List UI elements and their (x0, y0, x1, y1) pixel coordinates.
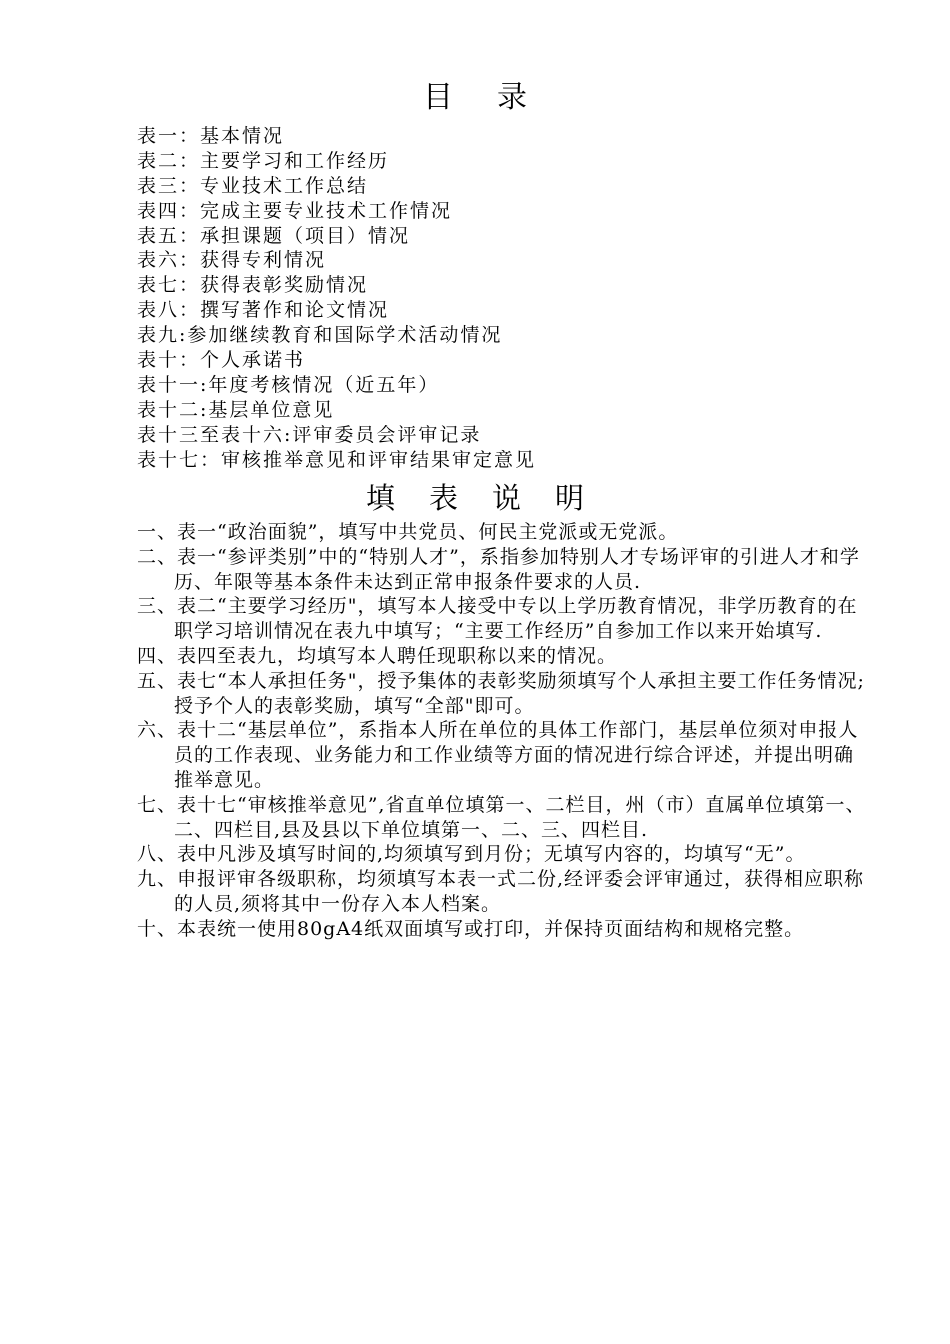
toc-item: 表十七：审核推举意见和评审结果审定意见 (137, 448, 537, 471)
notes-title: 填表说明 (365, 481, 618, 515)
toc-item: 表五：承担课题（项目）情况 (137, 224, 411, 247)
toc-item: 表十一:年度考核情况（近五年） (137, 373, 440, 396)
toc-item: 表十三至表十六:评审委员会评审记录 (137, 423, 482, 446)
note-item: 八、表中凡涉及填写时间的,均须填写到月份；无填写内容的，均填写“无”。 (137, 843, 806, 866)
note-item: 六、表十二“基层单位”，系指本人所在单位的具体工作部门，基层单位须对申报人员的工作表现、业务能力和工作业绩等方面的情况进行综合评述，并提出明确推举意见。 (137, 719, 859, 791)
note-item: 十、本表统一使用80gA4纸双面填写或打印，并保持页面结构和规格完整。 (137, 917, 805, 940)
toc-item: 表六：获得专利情况 (137, 249, 327, 272)
toc-item: 表九:参加继续教育和国际学术活动情况 (137, 324, 503, 347)
toc-item: 表一：基本情况 (137, 125, 285, 147)
toc-item: 表八：撰写著作和论文情况 (137, 299, 390, 322)
note-item: 九、申报评审各级职称，均须填写本表一式二份,经评委会评审通过，获得相应职称的人员,须将其中一份存入本人档案。 (137, 868, 865, 915)
toc-list (137, 124, 536, 472)
note-item: 四、表四至表九，均填写本人聘任现职称以来的情况。 (137, 644, 618, 667)
toc-item: 表二：主要学习和工作经历 (137, 149, 390, 172)
note-item: 一、表一“政治面貌”，填写中共党员、何民主党派或无党派。 (137, 521, 679, 543)
toc-item: 表四：完成主要专业技术工作情况 (137, 199, 453, 222)
note-item: 五、表七“本人承担任务"，授予集体的表彰奖励须填写个人承担主要工作任务情况;授予个人的表彰奖励，填写“全部"即可。 (137, 669, 865, 717)
note-item: 七、表十七“审核推举意见”,省直单位填第一、二栏目，州（市）直属单位填第一、二、四栏目,县及县以下单位填第一、二、三、四栏目. (137, 793, 866, 841)
toc-item: 表三：专业技术工作总结 (137, 174, 369, 197)
notes-list (137, 520, 872, 942)
toc-item: 表七：获得表彰奖励情况 (137, 274, 369, 297)
toc-item: 表十二:基层单位意见 (137, 398, 335, 421)
note-item: 三、表二“主要学习经历"，填写本人接受中专以上学历教育情况，非学历教育的在职学习培训情况在表九中填写；“主要工作经历”自参加工作以来开始填写. (137, 595, 858, 643)
toc-item: 表十：个人承诺书 (137, 349, 306, 372)
note-item: 二、表一“参评类别”中的“特别人才”，系指参加特别人才专场评审的引进人才和学历、年限等基本条件未达到正常申报条件要求的人员. (137, 545, 860, 593)
toc-title: 目录 (423, 80, 571, 115)
